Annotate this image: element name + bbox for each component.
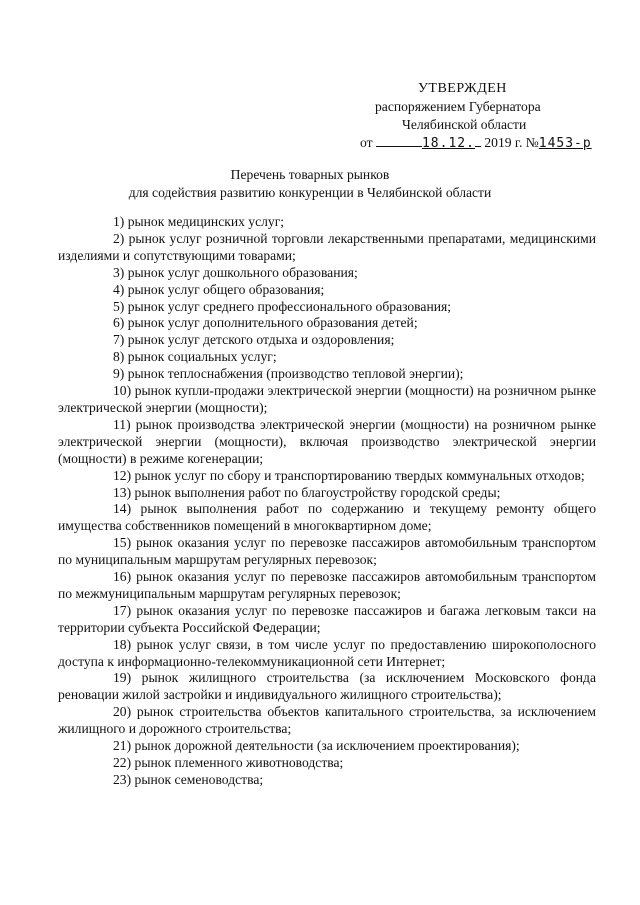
- approval-region: Челябинской области: [402, 117, 527, 132]
- list-item: 14) рынок выполнения работ по содержанию и текущему ремонту общего имущества собственников помещений в многоквартирном доме;: [58, 501, 596, 534]
- list-item: 15) рынок оказания услуг по перевозке пассажиров автомобильным транспортом по муниципальным маршрутам регулярных перевозок;: [58, 535, 596, 568]
- approval-stamp: [340, 80, 620, 153]
- date-blank-line: [376, 135, 422, 147]
- list-item: 2) рынок услуг розничной торговли лекарственными препаратами, медицинскими изделиями и сопутствующими товарами;: [58, 230, 596, 263]
- approval-date-prefix: от: [360, 135, 373, 150]
- list-item: 13) рынок выполнения работ по благоустройству городской среды;: [113, 484, 501, 500]
- list-item: 5) рынок услуг среднего профессионального образования;: [113, 298, 452, 314]
- list-item: 7) рынок услуг детского отдыха и оздоровления;: [113, 332, 395, 348]
- list-item: 17) рынок оказания услуг по перевозке пассажиров и багажа легковым такси на территории субъекта Российской Федерации;: [58, 602, 596, 635]
- document-title: [80, 166, 540, 202]
- list-item: 9) рынок теплоснабжения (производство тепловой энергии);: [113, 366, 464, 382]
- approval-year: 2019 г. №: [484, 135, 539, 150]
- list-item: 18) рынок услуг связи, в том числе услуг по предоставлению широкополосного доступа к информационно-телекоммуникационной сети Интернет;: [58, 636, 596, 669]
- approval-date: 18.12.: [421, 136, 475, 151]
- approval-date-line: [360, 134, 620, 153]
- list-item: 20) рынок строительства объектов капитального строительства, за исключением жилищного и дорожного строительства;: [58, 704, 596, 737]
- list-item: 19) рынок жилищного строительства (за исключением Московского фонда реновации жилой застройки и индивидуального жилищного строительства);: [58, 670, 596, 703]
- list-item: 1) рынок медицинских услуг;: [113, 214, 285, 229]
- date-blank-tail: [475, 135, 481, 147]
- approval-number: 1453-р: [538, 136, 592, 151]
- approval-heading: УТВЕРЖДЕН: [418, 81, 507, 96]
- list-item: 12) рынок услуг по сбору и транспортированию твердых коммунальных отходов;: [113, 467, 585, 483]
- list-item: 16) рынок оказания услуг по перевозке пассажиров автомобильным транспортом по межмуниципальным маршрутам регулярных перевозок;: [58, 569, 596, 601]
- markets-list: [58, 214, 596, 789]
- list-item: 6) рынок услуг дополнительного образования детей;: [113, 315, 418, 331]
- list-item: 4) рынок услуг общего образования;: [113, 281, 325, 297]
- list-item: 10) рынок купли-продажи электрической энергии (мощности) на розничном рынке электрической энергии (мощности);: [58, 383, 596, 415]
- list-item: 23) рынок семеноводства;: [113, 771, 264, 787]
- list-item: 3) рынок услуг дошкольного образования;: [113, 264, 358, 280]
- list-item: 11) рынок производства электрической энергии (мощности) на розничном рынке электрической энергии (мощности), включая производство электрической энергии (мощности) в режиме когенерации;: [58, 416, 596, 466]
- title-line-2: для содействия развитию конкуренции в Челябинской области: [128, 185, 492, 200]
- title-line-1: Перечень товарных рынков: [230, 167, 390, 182]
- list-item: 22) рынок племенного животноводства;: [113, 755, 344, 770]
- approval-authority: распоряжением Губернатора: [375, 99, 541, 114]
- list-item: 8) рынок социальных услуг;: [113, 349, 277, 365]
- list-item: 21) рынок дорожной деятельности (за исключением проектирования);: [113, 738, 520, 754]
